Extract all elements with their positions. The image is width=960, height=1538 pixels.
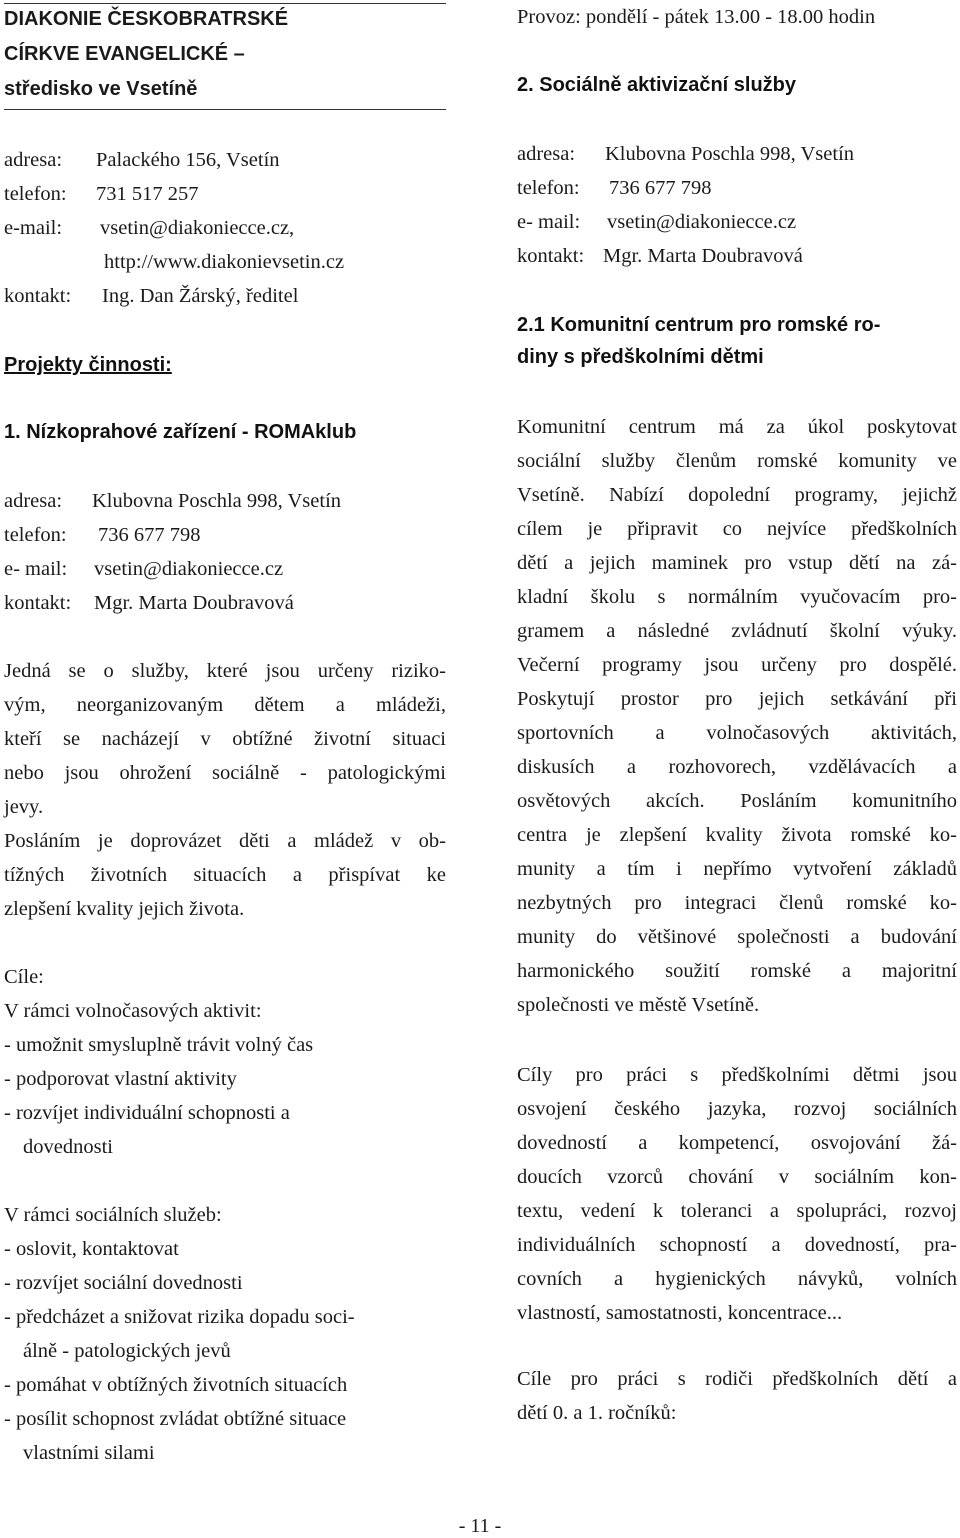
social-item: álně - patologických jevů: [23, 1340, 231, 1362]
title-rule: [4, 109, 446, 110]
org-contact: [4, 279, 298, 313]
section2-heading: 2. Sociálně aktivizační služby: [517, 74, 797, 96]
org-address: [4, 143, 280, 177]
org-phone: [4, 177, 199, 211]
social-item: - předcházet a snižovat rizika dopadu soci-: [4, 1306, 355, 1328]
r-para1-line: kladní školu s normálním vyučovacím pro-: [517, 586, 957, 608]
s2-contact-label: kontakt:: [517, 245, 585, 267]
r-para1-line: gramem a následné zvládnutí školní výuky.: [517, 620, 957, 642]
s1-address-value: Klubovna Poschla 998, Vsetín: [92, 490, 342, 512]
r-para1-line: cílem je připravit co nejvíce předškolních: [517, 518, 957, 540]
section21-heading-line-2: diny s předškolními dětmi: [517, 346, 764, 368]
s1-phone-value: 736 677 798: [98, 524, 201, 546]
section1-heading: 1. Nízkoprahové zařízení - ROMAklub: [4, 421, 357, 443]
r-para2-line: osvojení českého jazyka, rozvoj sociálních: [517, 1098, 957, 1120]
r-para2-line: doucích vzorců chování v sociálním kon-: [517, 1166, 957, 1188]
org-email: [4, 211, 294, 245]
s1-para1-line: vým, neorganizovaným dětem a mládeži,: [4, 694, 446, 716]
r-para2-line: textu, vedení k toleranci a spolupráci, rozvoj: [517, 1200, 957, 1222]
s1-phone: [4, 518, 201, 552]
org-title-line-3: středisko ve Vsetíně: [4, 78, 198, 100]
s1-para1-line: Jedná se o služby, které jsou určeny riziko-: [4, 660, 446, 682]
s1-contact: [4, 586, 294, 620]
leisure-item: - podporovat vlastní aktivity: [4, 1068, 237, 1090]
s1-contact-label: kontakt:: [4, 592, 72, 614]
org-title-line-2: CÍRKVE EVANGELICKÉ –: [4, 43, 245, 65]
s1-para1-line: jevy.: [4, 796, 44, 818]
s1-para2-line: zlepšení kvality jejich života.: [4, 898, 245, 920]
social-item: - posílit schopnost zvládat obtížné situace: [4, 1408, 347, 1430]
projects-heading: Projekty činnosti:: [4, 354, 172, 376]
r-para3-line: Cíle pro práci s rodiči předškolních dětí a: [517, 1368, 957, 1390]
s1-para1-line: kteří se nacházejí v obtížné životní situaci: [4, 728, 446, 750]
goals-label: Cíle:: [4, 966, 44, 988]
r-para1-line: sociální služby členům romské komunity ve: [517, 450, 957, 472]
s1-phone-label: telefon:: [4, 524, 67, 546]
r-para1-line: sportovních a volnočasových aktivitách,: [517, 722, 957, 744]
r-para3-line: dětí 0. a 1. ročníků:: [517, 1402, 677, 1424]
s2-address-value: Klubovna Poschla 998, Vsetín: [605, 143, 855, 165]
s1-email-value[interactable]: vsetin@diakoniecce.cz: [94, 558, 284, 580]
org-phone-label: telefon:: [4, 183, 67, 205]
r-para1-line: Večerní programy jsou určeny pro dospělé.: [517, 654, 957, 676]
s2-phone-value: 736 677 798: [609, 177, 712, 199]
r-para1-line: Komunitní centrum má za úkol poskytovat: [517, 416, 957, 438]
s1-address: [4, 484, 341, 518]
opening-hours: Provoz: pondělí - pátek 13.00 - 18.00 hodin: [517, 6, 876, 28]
s2-contact: [517, 239, 803, 273]
social-item: vlastními silami: [23, 1442, 155, 1464]
r-para1-line: společnosti ve městě Vsetíně.: [517, 994, 760, 1016]
org-phone-value: 731 517 257: [96, 183, 199, 205]
section21-heading-line-1: 2.1 Komunitní centrum pro romské ro-: [517, 314, 881, 336]
org-address-value: Palackého 156, Vsetín: [96, 149, 280, 171]
r-para1-line: nezbytných pro integraci členů romské ko-: [517, 892, 957, 914]
s1-para1-line: nebo jsou ohrožení sociálně - patologickými: [4, 762, 446, 784]
s1-para2-line: tížných životních situacích a přispívat ke: [4, 864, 446, 886]
org-contact-value: Ing. Dan Žárský, ředitel: [102, 285, 299, 307]
org-title-line-1: DIAKONIE ČESKOBRATRSKÉ: [4, 8, 289, 30]
s2-email-value[interactable]: vsetin@diakoniecce.cz: [607, 211, 797, 233]
org-contact-label: kontakt:: [4, 285, 72, 307]
leisure-item: dovednosti: [23, 1136, 113, 1158]
r-para1-line: dětí a jejich maminek pro vstup dětí na zá-: [517, 552, 957, 574]
s2-phone: [517, 171, 712, 205]
org-email-label: e-mail:: [4, 217, 63, 239]
org-web-link[interactable]: http://www.diakonievsetin.cz: [104, 251, 345, 273]
s2-address-label: adresa:: [517, 143, 576, 165]
r-para1-line: diskusích a rozhovorech, vzdělávacích a: [517, 756, 957, 778]
r-para2-line: dovedností a kompetencí, osvojování žá-: [517, 1132, 957, 1154]
org-email-value[interactable]: vsetin@diakoniecce.cz,: [100, 217, 295, 239]
r-para1-line: harmonického soužití romské a majoritní: [517, 960, 957, 982]
r-para1-line: Poskytují prostor pro jejich setkávání při: [517, 688, 957, 710]
leisure-label: V rámci volnočasových aktivit:: [4, 1000, 262, 1022]
r-para1-line: munity do většinové společnosti a budování: [517, 926, 957, 948]
r-para1-line: osvětových akcích. Posláním komunitního: [517, 790, 957, 812]
social-item: - rozvíjet sociální dovednosti: [4, 1272, 243, 1294]
page-number: - 11 -: [458, 1515, 502, 1537]
s1-address-label: adresa:: [4, 490, 63, 512]
s1-para2-line: Posláním je doprovázet děti a mládež v ob-: [4, 830, 446, 852]
s2-email-label: e- mail:: [517, 211, 581, 233]
r-para1-line: centra je zlepšení kvality života romské ko-: [517, 824, 957, 846]
r-para2-line: Cíly pro práci s předškolními dětmi jsou: [517, 1064, 957, 1086]
org-address-label: adresa:: [4, 149, 63, 171]
s1-email: [4, 552, 283, 586]
s1-email-label: e- mail:: [4, 558, 68, 580]
leisure-item: - rozvíjet individuální schopnosti a: [4, 1102, 290, 1124]
s2-contact-value: Mgr. Marta Doubravová: [603, 245, 803, 267]
s2-address: [517, 137, 854, 171]
social-item: - oslovit, kontaktovat: [4, 1238, 179, 1260]
r-para2-line: covních a hygienických návyků, volních: [517, 1268, 957, 1290]
s2-phone-label: telefon:: [517, 177, 580, 199]
social-item: - pomáhat v obtížných životních situacích: [4, 1374, 348, 1396]
s1-contact-value: Mgr. Marta Doubravová: [94, 592, 294, 614]
r-para2-line: vlastností, samostatnosti, koncentrace...: [517, 1302, 843, 1324]
r-para2-line: individuálních schopností a dovedností, pra-: [517, 1234, 957, 1256]
leisure-item: - umožnit smysluplně trávit volný čas: [4, 1034, 314, 1056]
r-para1-line: munity a tím i nepřímo vytvoření základů: [517, 858, 957, 880]
r-para1-line: Vsetíně. Nabízí dopolední programy, jejichž: [517, 484, 957, 506]
social-label: V rámci sociálních služeb:: [4, 1204, 222, 1226]
s2-email: [517, 205, 796, 239]
